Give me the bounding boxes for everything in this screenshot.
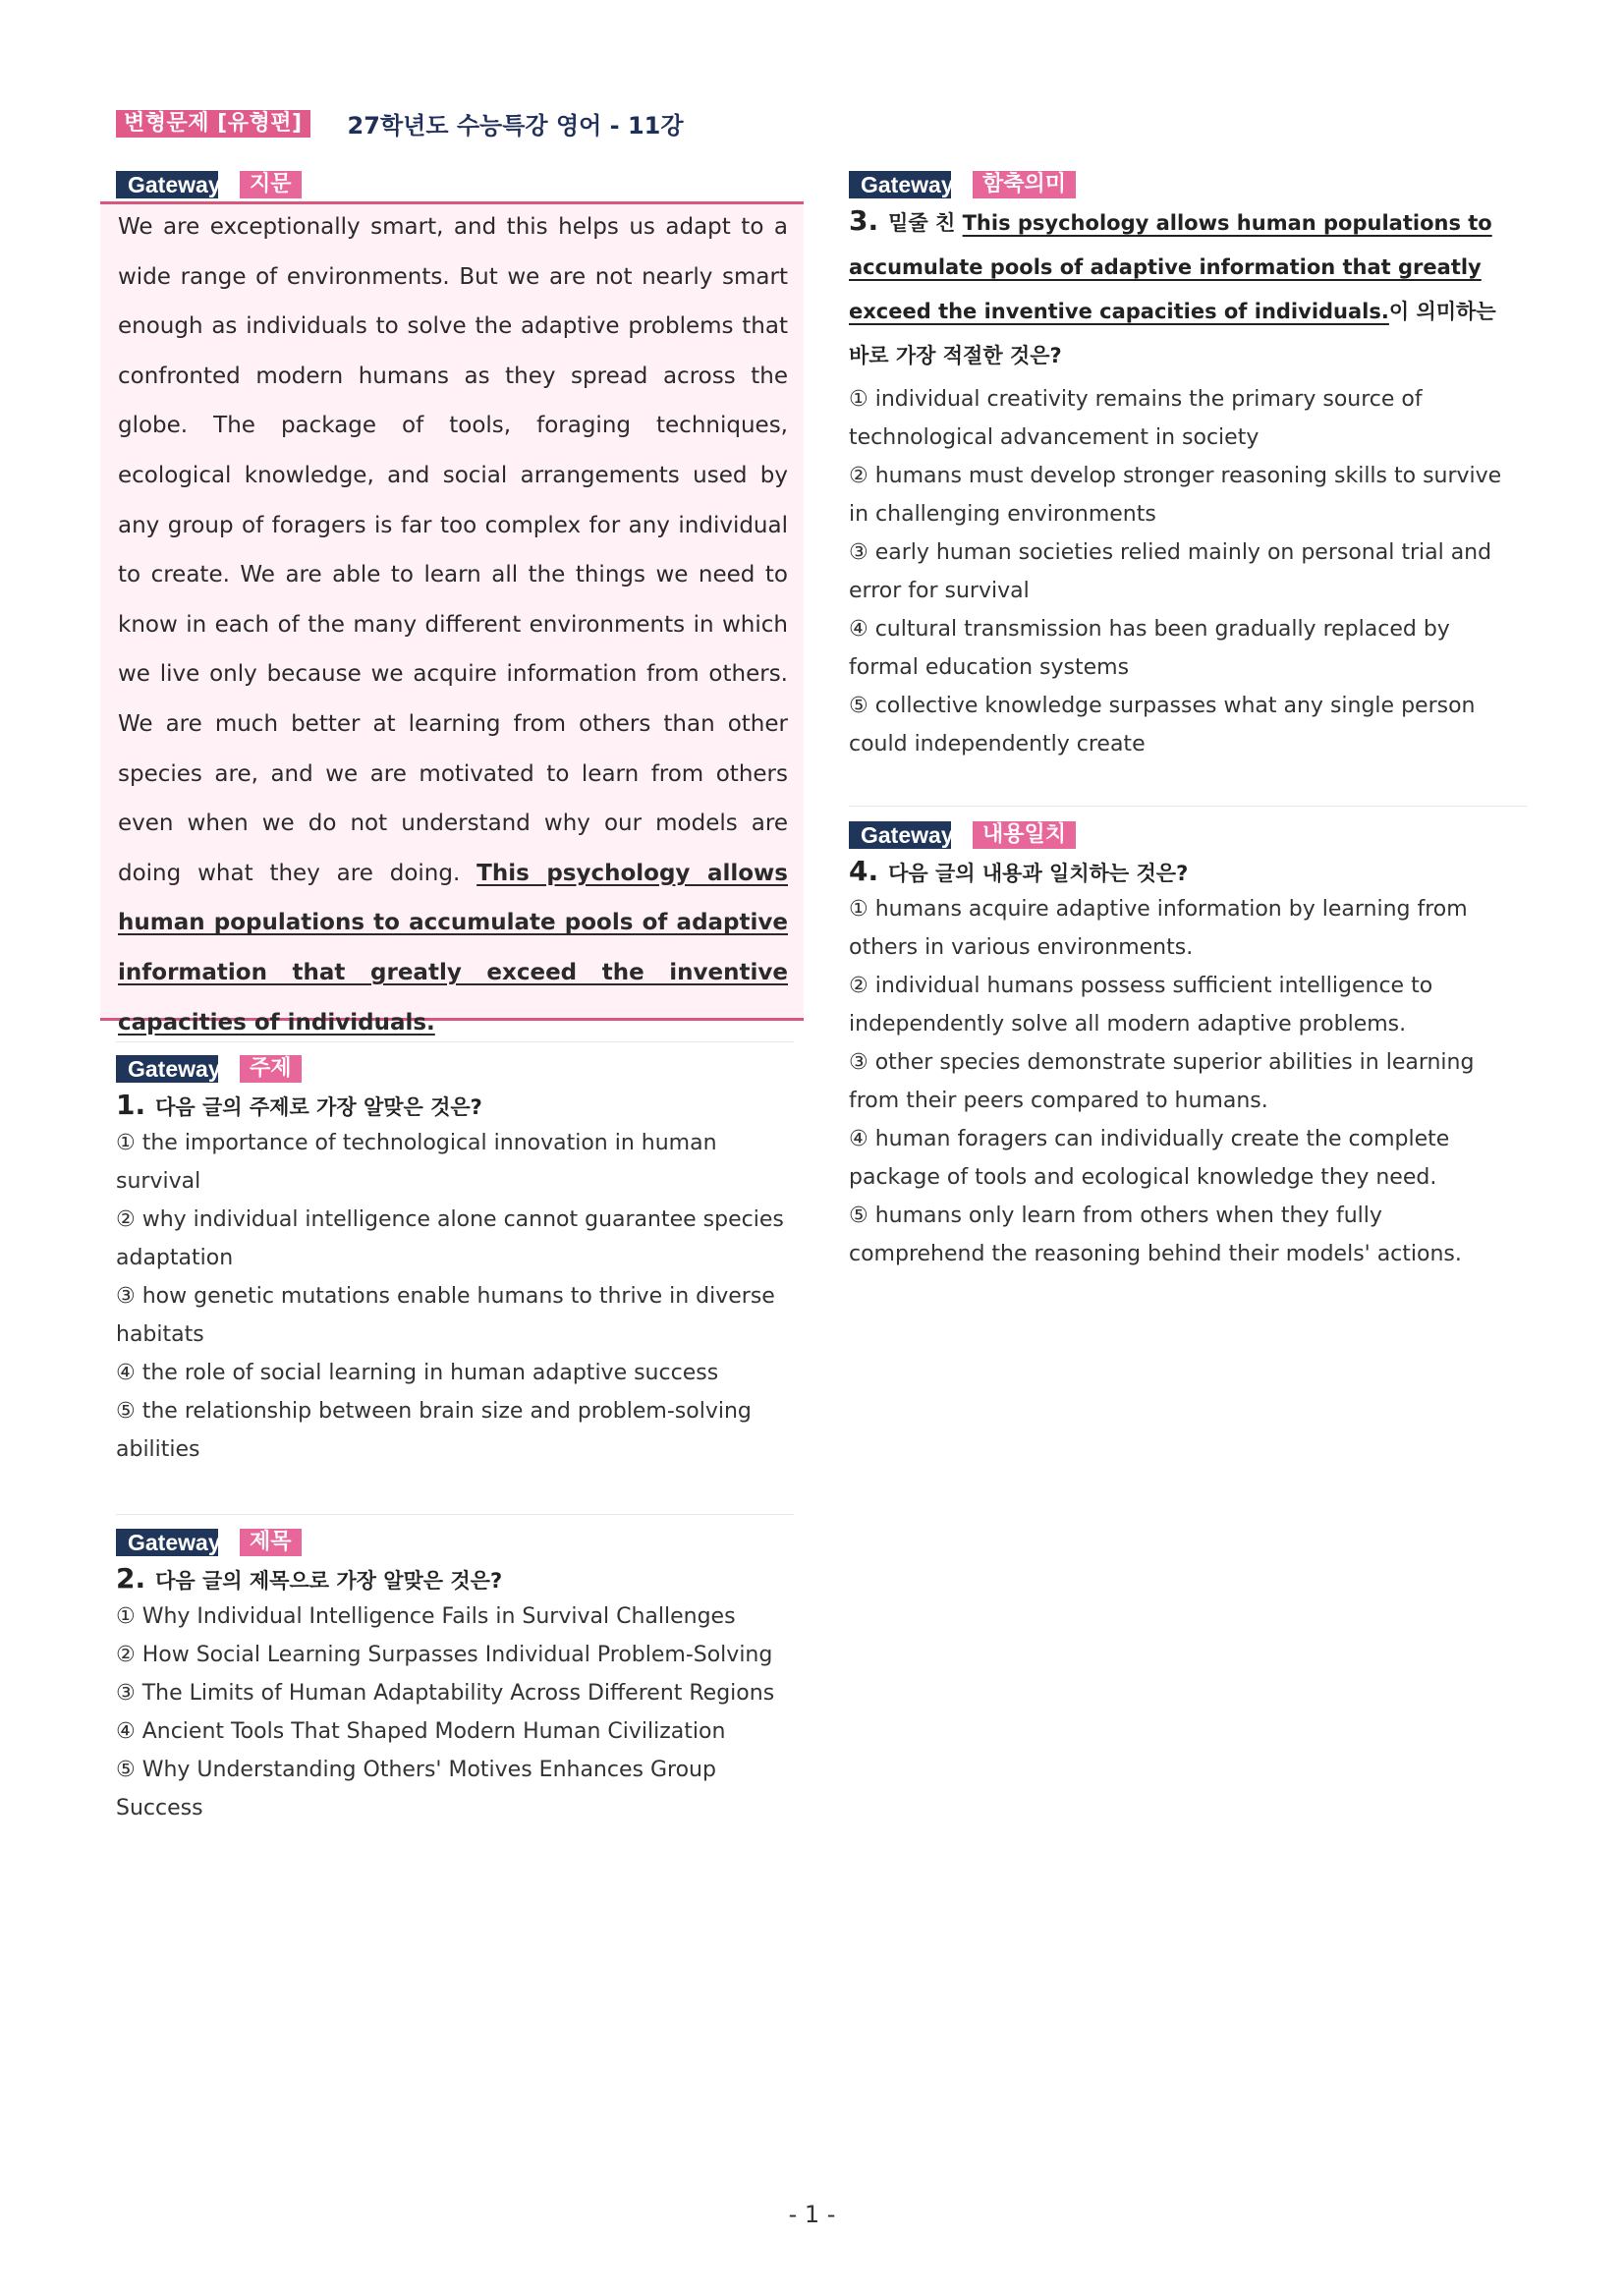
option[interactable]: ④ human foragers can individually create the complete package of tools and ecological knowledge they need. — [849, 1127, 1450, 1190]
question-2 — [116, 1529, 794, 1827]
passage-text — [118, 202, 788, 1047]
q3-prompt-suffix: 이 의미하는 바로 가장 적절한 것은? — [849, 300, 1496, 367]
question-1 — [116, 1055, 794, 1469]
q2-number: 2. — [116, 1562, 146, 1595]
q4-options — [849, 890, 1507, 1273]
option[interactable]: ② How Social Learning Surpasses Individual Problem-Solving — [116, 1643, 773, 1667]
q2-kind-label: 제목 — [240, 1529, 302, 1556]
option[interactable]: ③ The Limits of Human Adaptability Across Different Regions — [116, 1681, 775, 1706]
q4-number: 4. — [849, 855, 879, 887]
option[interactable]: ⑤ the relationship between brain size and problem-solving abilities — [116, 1399, 752, 1462]
q2-label — [116, 1529, 794, 1556]
q1-options — [116, 1124, 794, 1469]
question-4 — [849, 821, 1507, 1273]
option[interactable]: ① humans acquire adaptive information by learning from others in various environments. — [849, 897, 1468, 960]
option[interactable]: ② individual humans possess sufficient intelligence to independently solve all modern adaptive problems. — [849, 974, 1433, 1036]
option[interactable]: ① Why Individual Intelligence Fails in Survival Challenges — [116, 1604, 736, 1629]
option[interactable]: ① the importance of technological innovation in human survival — [116, 1131, 717, 1194]
q1-prompt: 다음 글의 주제로 가장 알맞은 것은? — [155, 1095, 482, 1119]
option[interactable]: ⑤ humans only learn from others when they fully comprehend the reasoning behind their models' actions. — [849, 1204, 1462, 1266]
q4-title — [849, 857, 1507, 888]
gateway-label: Gateway — [116, 171, 218, 198]
header-title: 27학년도 수능특강 영어 - 11강 — [347, 112, 684, 140]
option[interactable]: ④ Ancient Tools That Shaped Modern Human Civilization — [116, 1719, 726, 1744]
q3-title — [849, 198, 1507, 378]
passage-kind-label: 지문 — [240, 171, 302, 198]
q3-kind-label: 함축의미 — [973, 171, 1076, 198]
question-3 — [849, 171, 1507, 763]
option[interactable]: ② humans must develop stronger reasoning skills to survive in challenging environments — [849, 464, 1502, 527]
option[interactable]: ③ other species demonstrate superior abilities in learning from their peers compared to humans. — [849, 1050, 1475, 1113]
q1-kind-label: 주제 — [240, 1055, 302, 1083]
page-number: - 1 - — [788, 2201, 836, 2228]
page-header — [116, 106, 684, 140]
q2-options — [116, 1597, 794, 1827]
header-tag: 변형문제 [유형편] — [116, 110, 310, 138]
option[interactable]: ⑤ Why Understanding Others' Motives Enhances Group Success — [116, 1758, 716, 1820]
q1-label — [116, 1055, 794, 1083]
q1-number: 1. — [116, 1089, 146, 1121]
option[interactable]: ⑤ collective knowledge surpasses what any single person could independently create — [849, 694, 1476, 756]
gateway-label: Gateway — [849, 171, 951, 198]
passage-body: We are exceptionally smart, and this helps us adapt to a wide range of environments. But we are not nearly smart enough as individuals to solve the adaptive problems that confronted modern humans as they spread across the globe. The package of tools, foraging techniques, ecological knowledge, and social arrangements used by any group of foragers is far too complex for any individual to create. We are able to learn all the things we need to know in each of the many different environments in which we live only because we acquire information from others. We are much better at learning from others than other species are, and we are motivated to learn from others even when we do not understand why our models are doing what they are doing. — [118, 214, 788, 886]
q2-prompt: 다음 글의 제목으로 가장 알맞은 것은? — [155, 1569, 503, 1593]
divider — [116, 1041, 794, 1042]
q3-prompt-prefix: 밑줄 친 — [888, 211, 956, 235]
gateway-label: Gateway — [116, 1529, 218, 1556]
option[interactable]: ④ cultural transmission has been gradually replaced by formal education systems — [849, 617, 1450, 680]
option[interactable]: ③ how genetic mutations enable humans to thrive in diverse habitats — [116, 1284, 775, 1347]
passage-label-block — [116, 171, 788, 198]
divider — [849, 806, 1527, 807]
option[interactable]: ③ early human societies relied mainly on personal trial and error for survival — [849, 540, 1492, 603]
q4-prompt: 다음 글의 내용과 일치하는 것은? — [888, 862, 1189, 885]
q3-number: 3. — [849, 204, 879, 237]
q2-title — [116, 1564, 794, 1596]
gateway-label: Gateway — [849, 821, 951, 849]
option[interactable]: ② why individual intelligence alone cannot guarantee species adaptation — [116, 1207, 784, 1270]
q3-label — [849, 171, 1507, 198]
q4-label — [849, 821, 1507, 849]
gateway-label: Gateway — [116, 1055, 218, 1083]
passage-label — [116, 171, 788, 198]
passage-underlined-sentence: This psychology allows human populations to accumulate pools of adaptive information that greatly exceed the inventive capacities of individuals. — [118, 860, 788, 1036]
option[interactable]: ④ the role of social learning in human adaptive success — [116, 1361, 719, 1385]
q4-kind-label: 내용일치 — [973, 821, 1076, 849]
option[interactable]: ① individual creativity remains the primary source of technological advancement in society — [849, 387, 1423, 450]
divider — [116, 1514, 794, 1515]
q3-options — [849, 380, 1507, 763]
q1-title — [116, 1091, 794, 1122]
q3-underlined-sentence: This psychology allows human populations to accumulate pools of adaptive information that greatly exceed the inventive capacities of individuals. — [849, 211, 1492, 323]
